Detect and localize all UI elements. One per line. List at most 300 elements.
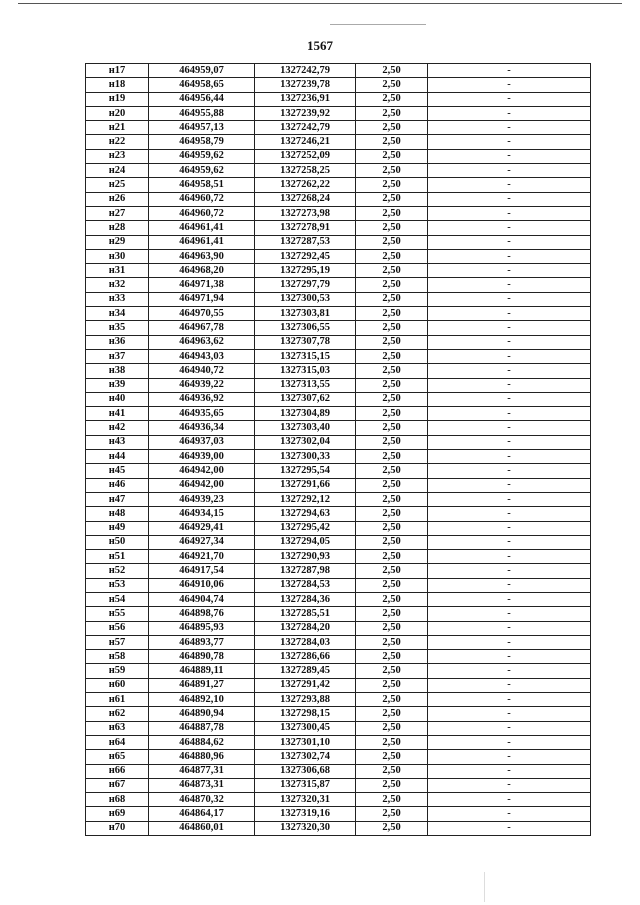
y-coordinate-cell: 1327315,03 bbox=[255, 364, 356, 378]
description-cell: - bbox=[428, 478, 591, 492]
x-coordinate-cell: 464971,38 bbox=[149, 278, 255, 292]
point-id-cell: н54 bbox=[86, 592, 149, 606]
table-row bbox=[86, 278, 591, 292]
description-cell: - bbox=[428, 693, 591, 707]
y-coordinate-cell: 1327294,63 bbox=[255, 507, 356, 521]
table-row bbox=[86, 492, 591, 506]
accuracy-cell: 2,50 bbox=[356, 807, 428, 821]
coordinates-table bbox=[85, 63, 591, 836]
y-coordinate-cell: 1327295,19 bbox=[255, 264, 356, 278]
table-row bbox=[86, 621, 591, 635]
accuracy-cell: 2,50 bbox=[356, 507, 428, 521]
accuracy-cell: 2,50 bbox=[356, 192, 428, 206]
y-coordinate-cell: 1327292,12 bbox=[255, 492, 356, 506]
x-coordinate-cell: 464958,65 bbox=[149, 78, 255, 92]
x-coordinate-cell: 464959,62 bbox=[149, 149, 255, 163]
accuracy-cell: 2,50 bbox=[356, 221, 428, 235]
point-id-cell: н31 bbox=[86, 264, 149, 278]
x-coordinate-cell: 464936,92 bbox=[149, 392, 255, 406]
y-coordinate-cell: 1327306,68 bbox=[255, 764, 356, 778]
accuracy-cell: 2,50 bbox=[356, 750, 428, 764]
table-row bbox=[86, 664, 591, 678]
y-coordinate-cell: 1327307,78 bbox=[255, 335, 356, 349]
y-coordinate-cell: 1327287,98 bbox=[255, 564, 356, 578]
point-id-cell: н58 bbox=[86, 650, 149, 664]
description-cell: - bbox=[428, 307, 591, 321]
point-id-cell: н34 bbox=[86, 307, 149, 321]
x-coordinate-cell: 464890,78 bbox=[149, 650, 255, 664]
table-row bbox=[86, 264, 591, 278]
description-cell: - bbox=[428, 464, 591, 478]
description-cell: - bbox=[428, 621, 591, 635]
accuracy-cell: 2,50 bbox=[356, 664, 428, 678]
accuracy-cell: 2,50 bbox=[356, 78, 428, 92]
table-row bbox=[86, 750, 591, 764]
point-id-cell: н44 bbox=[86, 450, 149, 464]
point-id-cell: н24 bbox=[86, 164, 149, 178]
point-id-cell: н48 bbox=[86, 507, 149, 521]
x-coordinate-cell: 464939,22 bbox=[149, 378, 255, 392]
point-id-cell: н33 bbox=[86, 292, 149, 306]
y-coordinate-cell: 1327284,36 bbox=[255, 592, 356, 606]
table-row bbox=[86, 407, 591, 421]
x-coordinate-cell: 464942,00 bbox=[149, 464, 255, 478]
y-coordinate-cell: 1327278,91 bbox=[255, 221, 356, 235]
x-coordinate-cell: 464873,31 bbox=[149, 778, 255, 792]
x-coordinate-cell: 464961,41 bbox=[149, 221, 255, 235]
x-coordinate-cell: 464968,20 bbox=[149, 264, 255, 278]
accuracy-cell: 2,50 bbox=[356, 607, 428, 621]
accuracy-cell: 2,50 bbox=[356, 778, 428, 792]
description-cell: - bbox=[428, 192, 591, 206]
x-coordinate-cell: 464970,55 bbox=[149, 307, 255, 321]
point-id-cell: н22 bbox=[86, 135, 149, 149]
point-id-cell: н69 bbox=[86, 807, 149, 821]
y-coordinate-cell: 1327303,40 bbox=[255, 421, 356, 435]
y-coordinate-cell: 1327286,66 bbox=[255, 650, 356, 664]
table-row bbox=[86, 221, 591, 235]
point-id-cell: н43 bbox=[86, 435, 149, 449]
y-coordinate-cell: 1327315,87 bbox=[255, 778, 356, 792]
table-row bbox=[86, 392, 591, 406]
point-id-cell: н65 bbox=[86, 750, 149, 764]
accuracy-cell: 2,50 bbox=[356, 764, 428, 778]
table-row bbox=[86, 307, 591, 321]
x-coordinate-cell: 464940,72 bbox=[149, 364, 255, 378]
point-id-cell: н45 bbox=[86, 464, 149, 478]
y-coordinate-cell: 1327313,55 bbox=[255, 378, 356, 392]
description-cell: - bbox=[428, 78, 591, 92]
x-coordinate-cell: 464957,13 bbox=[149, 121, 255, 135]
point-id-cell: н40 bbox=[86, 392, 149, 406]
point-id-cell: н66 bbox=[86, 764, 149, 778]
table-row bbox=[86, 607, 591, 621]
accuracy-cell: 2,50 bbox=[356, 206, 428, 220]
description-cell: - bbox=[428, 507, 591, 521]
table-row bbox=[86, 807, 591, 821]
y-coordinate-cell: 1327306,55 bbox=[255, 321, 356, 335]
accuracy-cell: 2,50 bbox=[356, 635, 428, 649]
accuracy-cell: 2,50 bbox=[356, 435, 428, 449]
accuracy-cell: 2,50 bbox=[356, 335, 428, 349]
x-coordinate-cell: 464971,94 bbox=[149, 292, 255, 306]
y-coordinate-cell: 1327262,22 bbox=[255, 178, 356, 192]
point-id-cell: н36 bbox=[86, 335, 149, 349]
accuracy-cell: 2,50 bbox=[356, 535, 428, 549]
table-row bbox=[86, 821, 591, 835]
x-coordinate-cell: 464921,70 bbox=[149, 550, 255, 564]
coordinates-table-body bbox=[86, 64, 591, 836]
description-cell: - bbox=[428, 564, 591, 578]
y-coordinate-cell: 1327242,79 bbox=[255, 121, 356, 135]
table-row bbox=[86, 78, 591, 92]
point-id-cell: н23 bbox=[86, 149, 149, 163]
table-row bbox=[86, 550, 591, 564]
point-id-cell: н62 bbox=[86, 707, 149, 721]
x-coordinate-cell: 464884,62 bbox=[149, 735, 255, 749]
x-coordinate-cell: 464880,96 bbox=[149, 750, 255, 764]
y-coordinate-cell: 1327302,04 bbox=[255, 435, 356, 449]
accuracy-cell: 2,50 bbox=[356, 249, 428, 263]
point-id-cell: н56 bbox=[86, 621, 149, 635]
accuracy-cell: 2,50 bbox=[356, 64, 428, 78]
point-id-cell: н55 bbox=[86, 607, 149, 621]
x-coordinate-cell: 464927,34 bbox=[149, 535, 255, 549]
table-row bbox=[86, 592, 591, 606]
y-coordinate-cell: 1327252,09 bbox=[255, 149, 356, 163]
x-coordinate-cell: 464939,00 bbox=[149, 450, 255, 464]
y-coordinate-cell: 1327295,42 bbox=[255, 521, 356, 535]
table-row bbox=[86, 764, 591, 778]
x-coordinate-cell: 464937,03 bbox=[149, 435, 255, 449]
description-cell: - bbox=[428, 821, 591, 835]
description-cell: - bbox=[428, 178, 591, 192]
table-row bbox=[86, 793, 591, 807]
x-coordinate-cell: 464960,72 bbox=[149, 206, 255, 220]
point-id-cell: н64 bbox=[86, 735, 149, 749]
description-cell: - bbox=[428, 421, 591, 435]
accuracy-cell: 2,50 bbox=[356, 707, 428, 721]
y-coordinate-cell: 1327289,45 bbox=[255, 664, 356, 678]
description-cell: - bbox=[428, 249, 591, 263]
point-id-cell: н25 bbox=[86, 178, 149, 192]
page-number: 1567 bbox=[307, 38, 333, 53]
description-cell: - bbox=[428, 292, 591, 306]
table-row bbox=[86, 650, 591, 664]
description-cell: - bbox=[428, 607, 591, 621]
table-row bbox=[86, 135, 591, 149]
y-coordinate-cell: 1327315,15 bbox=[255, 349, 356, 363]
description-cell: - bbox=[428, 349, 591, 363]
description-cell: - bbox=[428, 206, 591, 220]
accuracy-cell: 2,50 bbox=[356, 149, 428, 163]
x-coordinate-cell: 464958,79 bbox=[149, 135, 255, 149]
table-row bbox=[86, 778, 591, 792]
description-cell: - bbox=[428, 492, 591, 506]
point-id-cell: н68 bbox=[86, 793, 149, 807]
x-coordinate-cell: 464910,06 bbox=[149, 578, 255, 592]
accuracy-cell: 2,50 bbox=[356, 178, 428, 192]
x-coordinate-cell: 464890,94 bbox=[149, 707, 255, 721]
table-row bbox=[86, 450, 591, 464]
point-id-cell: н53 bbox=[86, 578, 149, 592]
table-row bbox=[86, 435, 591, 449]
accuracy-cell: 2,50 bbox=[356, 492, 428, 506]
table-row bbox=[86, 192, 591, 206]
table-row bbox=[86, 635, 591, 649]
x-coordinate-cell: 464959,62 bbox=[149, 164, 255, 178]
table-row bbox=[86, 735, 591, 749]
table-row bbox=[86, 92, 591, 106]
accuracy-cell: 2,50 bbox=[356, 235, 428, 249]
y-coordinate-cell: 1327303,81 bbox=[255, 307, 356, 321]
y-coordinate-cell: 1327239,78 bbox=[255, 78, 356, 92]
point-id-cell: н67 bbox=[86, 778, 149, 792]
scan-edge-mark bbox=[484, 872, 485, 902]
description-cell: - bbox=[428, 450, 591, 464]
description-cell: - bbox=[428, 407, 591, 421]
x-coordinate-cell: 464877,31 bbox=[149, 764, 255, 778]
description-cell: - bbox=[428, 92, 591, 106]
accuracy-cell: 2,50 bbox=[356, 92, 428, 106]
y-coordinate-cell: 1327304,89 bbox=[255, 407, 356, 421]
description-cell: - bbox=[428, 650, 591, 664]
description-cell: - bbox=[428, 535, 591, 549]
description-cell: - bbox=[428, 149, 591, 163]
table-row bbox=[86, 521, 591, 535]
table-row bbox=[86, 149, 591, 163]
x-coordinate-cell: 464892,10 bbox=[149, 693, 255, 707]
table-row bbox=[86, 678, 591, 692]
description-cell: - bbox=[428, 664, 591, 678]
point-id-cell: н27 bbox=[86, 206, 149, 220]
point-id-cell: н26 bbox=[86, 192, 149, 206]
y-coordinate-cell: 1327295,54 bbox=[255, 464, 356, 478]
accuracy-cell: 2,50 bbox=[356, 464, 428, 478]
description-cell: - bbox=[428, 735, 591, 749]
y-coordinate-cell: 1327258,25 bbox=[255, 164, 356, 178]
table-row bbox=[86, 707, 591, 721]
x-coordinate-cell: 464891,27 bbox=[149, 678, 255, 692]
x-coordinate-cell: 464895,93 bbox=[149, 621, 255, 635]
accuracy-cell: 2,50 bbox=[356, 292, 428, 306]
description-cell: - bbox=[428, 678, 591, 692]
point-id-cell: н39 bbox=[86, 378, 149, 392]
y-coordinate-cell: 1327287,53 bbox=[255, 235, 356, 249]
description-cell: - bbox=[428, 750, 591, 764]
accuracy-cell: 2,50 bbox=[356, 378, 428, 392]
table-row bbox=[86, 535, 591, 549]
table-row bbox=[86, 321, 591, 335]
accuracy-cell: 2,50 bbox=[356, 478, 428, 492]
y-coordinate-cell: 1327284,53 bbox=[255, 578, 356, 592]
description-cell: - bbox=[428, 764, 591, 778]
x-coordinate-cell: 464917,54 bbox=[149, 564, 255, 578]
point-id-cell: н49 bbox=[86, 521, 149, 535]
x-coordinate-cell: 464935,65 bbox=[149, 407, 255, 421]
x-coordinate-cell: 464889,11 bbox=[149, 664, 255, 678]
x-coordinate-cell: 464864,17 bbox=[149, 807, 255, 821]
x-coordinate-cell: 464893,77 bbox=[149, 635, 255, 649]
accuracy-cell: 2,50 bbox=[356, 564, 428, 578]
description-cell: - bbox=[428, 378, 591, 392]
x-coordinate-cell: 464943,03 bbox=[149, 349, 255, 363]
y-coordinate-cell: 1327292,45 bbox=[255, 249, 356, 263]
accuracy-cell: 2,50 bbox=[356, 550, 428, 564]
y-coordinate-cell: 1327300,33 bbox=[255, 450, 356, 464]
description-cell: - bbox=[428, 721, 591, 735]
x-coordinate-cell: 464936,34 bbox=[149, 421, 255, 435]
accuracy-cell: 2,50 bbox=[356, 793, 428, 807]
x-coordinate-cell: 464904,74 bbox=[149, 592, 255, 606]
point-id-cell: н70 bbox=[86, 821, 149, 835]
table-row bbox=[86, 349, 591, 363]
y-coordinate-cell: 1327291,42 bbox=[255, 678, 356, 692]
x-coordinate-cell: 464960,72 bbox=[149, 192, 255, 206]
x-coordinate-cell: 464956,44 bbox=[149, 92, 255, 106]
accuracy-cell: 2,50 bbox=[356, 650, 428, 664]
description-cell: - bbox=[428, 793, 591, 807]
accuracy-cell: 2,50 bbox=[356, 621, 428, 635]
x-coordinate-cell: 464860,01 bbox=[149, 821, 255, 835]
x-coordinate-cell: 464870,32 bbox=[149, 793, 255, 807]
accuracy-cell: 2,50 bbox=[356, 678, 428, 692]
x-coordinate-cell: 464959,07 bbox=[149, 64, 255, 78]
description-cell: - bbox=[428, 221, 591, 235]
point-id-cell: н37 bbox=[86, 349, 149, 363]
top-border-line bbox=[18, 3, 622, 4]
y-coordinate-cell: 1327285,51 bbox=[255, 607, 356, 621]
point-id-cell: н59 bbox=[86, 664, 149, 678]
y-coordinate-cell: 1327284,20 bbox=[255, 621, 356, 635]
point-id-cell: н47 bbox=[86, 492, 149, 506]
y-coordinate-cell: 1327273,98 bbox=[255, 206, 356, 220]
description-cell: - bbox=[428, 106, 591, 120]
accuracy-cell: 2,50 bbox=[356, 421, 428, 435]
x-coordinate-cell: 464963,90 bbox=[149, 249, 255, 263]
table-row bbox=[86, 721, 591, 735]
description-cell: - bbox=[428, 335, 591, 349]
accuracy-cell: 2,50 bbox=[356, 521, 428, 535]
point-id-cell: н50 bbox=[86, 535, 149, 549]
y-coordinate-cell: 1327302,74 bbox=[255, 750, 356, 764]
point-id-cell: н42 bbox=[86, 421, 149, 435]
table-row bbox=[86, 464, 591, 478]
description-cell: - bbox=[428, 807, 591, 821]
point-id-cell: н61 bbox=[86, 693, 149, 707]
y-coordinate-cell: 1327297,79 bbox=[255, 278, 356, 292]
x-coordinate-cell: 464934,15 bbox=[149, 507, 255, 521]
y-coordinate-cell: 1327246,21 bbox=[255, 135, 356, 149]
description-cell: - bbox=[428, 578, 591, 592]
x-coordinate-cell: 464963,62 bbox=[149, 335, 255, 349]
point-id-cell: н57 bbox=[86, 635, 149, 649]
accuracy-cell: 2,50 bbox=[356, 364, 428, 378]
y-coordinate-cell: 1327239,92 bbox=[255, 106, 356, 120]
table-row bbox=[86, 106, 591, 120]
accuracy-cell: 2,50 bbox=[356, 121, 428, 135]
accuracy-cell: 2,50 bbox=[356, 349, 428, 363]
x-coordinate-cell: 464942,00 bbox=[149, 478, 255, 492]
description-cell: - bbox=[428, 550, 591, 564]
y-coordinate-cell: 1327320,30 bbox=[255, 821, 356, 835]
y-coordinate-cell: 1327298,15 bbox=[255, 707, 356, 721]
table-row bbox=[86, 235, 591, 249]
point-id-cell: н20 bbox=[86, 106, 149, 120]
scan-artifact-line bbox=[330, 24, 426, 25]
accuracy-cell: 2,50 bbox=[356, 278, 428, 292]
y-coordinate-cell: 1327293,88 bbox=[255, 693, 356, 707]
table-row bbox=[86, 478, 591, 492]
description-cell: - bbox=[428, 164, 591, 178]
table-row bbox=[86, 578, 591, 592]
description-cell: - bbox=[428, 264, 591, 278]
description-cell: - bbox=[428, 635, 591, 649]
point-id-cell: н21 bbox=[86, 121, 149, 135]
point-id-cell: н28 bbox=[86, 221, 149, 235]
point-id-cell: н63 bbox=[86, 721, 149, 735]
description-cell: - bbox=[428, 235, 591, 249]
accuracy-cell: 2,50 bbox=[356, 164, 428, 178]
description-cell: - bbox=[428, 778, 591, 792]
accuracy-cell: 2,50 bbox=[356, 821, 428, 835]
description-cell: - bbox=[428, 707, 591, 721]
x-coordinate-cell: 464887,78 bbox=[149, 721, 255, 735]
accuracy-cell: 2,50 bbox=[356, 693, 428, 707]
table-row bbox=[86, 164, 591, 178]
point-id-cell: н29 bbox=[86, 235, 149, 249]
accuracy-cell: 2,50 bbox=[356, 592, 428, 606]
point-id-cell: н17 bbox=[86, 64, 149, 78]
y-coordinate-cell: 1327268,24 bbox=[255, 192, 356, 206]
description-cell: - bbox=[428, 392, 591, 406]
accuracy-cell: 2,50 bbox=[356, 321, 428, 335]
accuracy-cell: 2,50 bbox=[356, 106, 428, 120]
y-coordinate-cell: 1327242,79 bbox=[255, 64, 356, 78]
point-id-cell: н38 bbox=[86, 364, 149, 378]
y-coordinate-cell: 1327236,91 bbox=[255, 92, 356, 106]
point-id-cell: н18 bbox=[86, 78, 149, 92]
x-coordinate-cell: 464898,76 bbox=[149, 607, 255, 621]
point-id-cell: н52 bbox=[86, 564, 149, 578]
table-row bbox=[86, 693, 591, 707]
description-cell: - bbox=[428, 121, 591, 135]
y-coordinate-cell: 1327284,03 bbox=[255, 635, 356, 649]
table-row bbox=[86, 121, 591, 135]
point-id-cell: н60 bbox=[86, 678, 149, 692]
table-row bbox=[86, 64, 591, 78]
accuracy-cell: 2,50 bbox=[356, 721, 428, 735]
description-cell: - bbox=[428, 592, 591, 606]
table-row bbox=[86, 178, 591, 192]
accuracy-cell: 2,50 bbox=[356, 407, 428, 421]
table-row bbox=[86, 564, 591, 578]
table-row bbox=[86, 335, 591, 349]
description-cell: - bbox=[428, 364, 591, 378]
description-cell: - bbox=[428, 321, 591, 335]
accuracy-cell: 2,50 bbox=[356, 307, 428, 321]
point-id-cell: н32 bbox=[86, 278, 149, 292]
description-cell: - bbox=[428, 521, 591, 535]
y-coordinate-cell: 1327294,05 bbox=[255, 535, 356, 549]
table-row bbox=[86, 378, 591, 392]
point-id-cell: н51 bbox=[86, 550, 149, 564]
y-coordinate-cell: 1327307,62 bbox=[255, 392, 356, 406]
x-coordinate-cell: 464929,41 bbox=[149, 521, 255, 535]
y-coordinate-cell: 1327300,53 bbox=[255, 292, 356, 306]
table-row bbox=[86, 507, 591, 521]
y-coordinate-cell: 1327290,93 bbox=[255, 550, 356, 564]
